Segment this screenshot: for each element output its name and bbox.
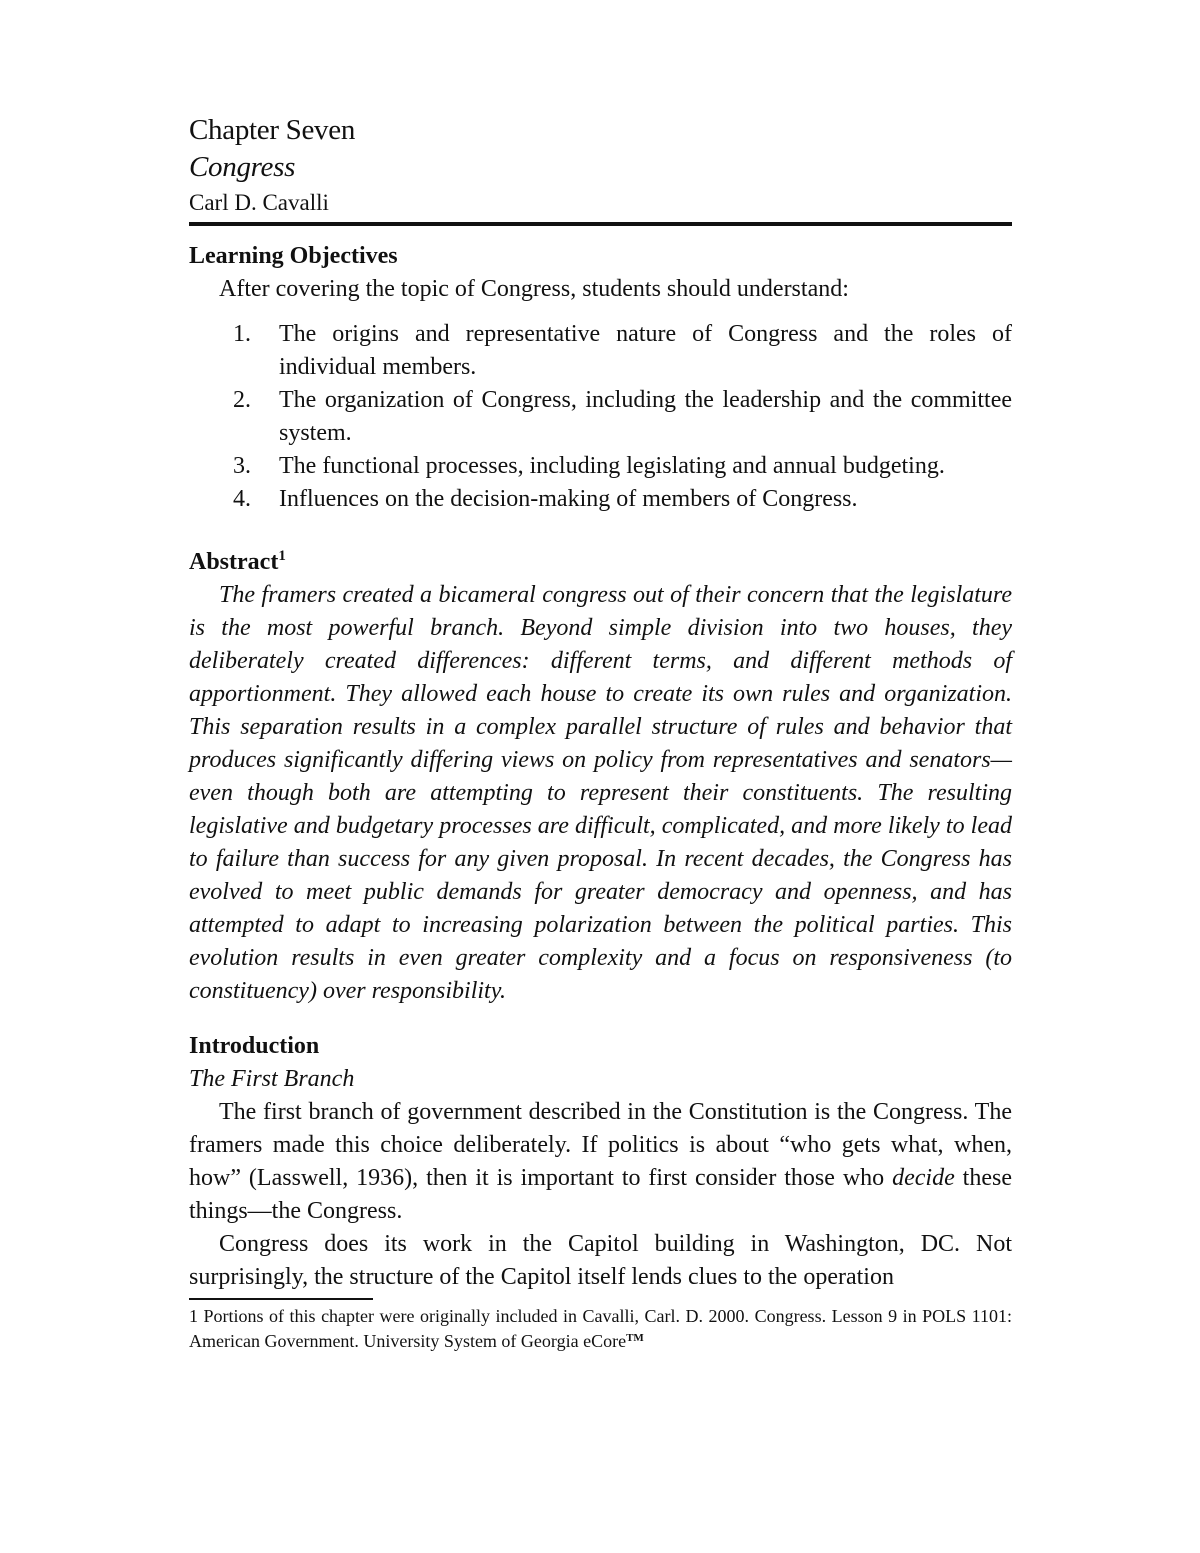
learning-objectives-heading: Learning Objectives: [189, 243, 398, 269]
objectives-list: [189, 318, 1012, 516]
chapter-title: Congress: [189, 151, 296, 183]
document-page: [189, 112, 1012, 1354]
list-item: [189, 384, 1012, 450]
list-item: [189, 483, 1012, 516]
introduction-paragraph-1: [189, 1096, 1012, 1228]
paragraph-text: these things—the Congress.: [189, 1165, 1012, 1224]
emphasized-word: decide: [892, 1165, 955, 1191]
abstract-heading: [189, 546, 1012, 579]
list-item-number: 1.: [233, 321, 251, 347]
footnote-text: 1 Portions of this chapter were originally included in Cavalli, Carl. D. 2000. Congress. Lesson 9 in POLS 1101: American Government. University System of Georgia eCore: [189, 1306, 1012, 1351]
abstract-section: [189, 546, 1012, 1008]
introduction-heading: Introduction: [189, 1033, 320, 1059]
footnote-marker[interactable]: 1: [278, 548, 286, 564]
list-item-text: Influences on the decision-making of members of Congress.: [279, 486, 858, 512]
trademark-mark: TM: [626, 1332, 644, 1344]
list-item-text: The organization of Congress, including the leadership and the committee system.: [279, 387, 1012, 446]
footnote: [189, 1304, 1012, 1354]
abstract-body: The framers created a bicameral congress out of their concern that the legislature is the most powerful branch. Beyond simple division into two houses, they deliberately created differences: different terms, and different methods of apportionment. They allowed each house to create its own rules and organization. This separation results in a complex parallel structure of rules and behavior that produces significantly differing views on policy from representatives and senators—even though both are attempting to represent their constituents. The resulting legislative and budgetary processes are difficult, complicated, and more likely to lead to failure than success for any given proposal. In recent decades, the Congress has evolved to meet public demands for greater democracy and openness, and has attempted to adapt to increasing polarization between the political parties. This evolution results in even greater complexity and a focus on responsiveness (to constituency) over responsibility.: [189, 582, 1012, 1004]
header-divider: [189, 222, 1012, 226]
author-name: Carl D. Cavalli: [189, 190, 329, 215]
list-item-text: The origins and representative nature of Congress and the roles of individual members.: [279, 321, 1012, 380]
list-item: [189, 450, 1012, 483]
chapter-label: Chapter Seven: [189, 114, 356, 146]
learning-objectives-section: [189, 240, 1012, 516]
introduction-subheading: The First Branch: [189, 1066, 355, 1092]
learning-objectives-intro: After covering the topic of Congress, students should understand:: [219, 276, 849, 302]
abstract-heading-text: Abstract: [189, 549, 279, 575]
list-item-number: 2.: [233, 387, 251, 413]
list-item-text: The functional processes, including legislating and annual budgeting.: [279, 453, 945, 479]
list-item: [189, 318, 1012, 384]
introduction-paragraph-2: Congress does its work in the Capitol building in Washington, DC. Not surprisingly, the structure of the Capitol itself lends clues to the operation: [189, 1231, 1012, 1290]
introduction-section: [189, 1030, 1012, 1294]
paragraph-text: The first branch of government described in the Constitution is the Congress. The framers made this choice deliberately. If politics is about “who gets what, when, how” (Lasswell, 1936), then it is important to first consider those who: [189, 1099, 1012, 1191]
list-item-number: 4.: [233, 486, 251, 512]
list-item-number: 3.: [233, 453, 251, 479]
footnote-divider: [189, 1298, 373, 1300]
